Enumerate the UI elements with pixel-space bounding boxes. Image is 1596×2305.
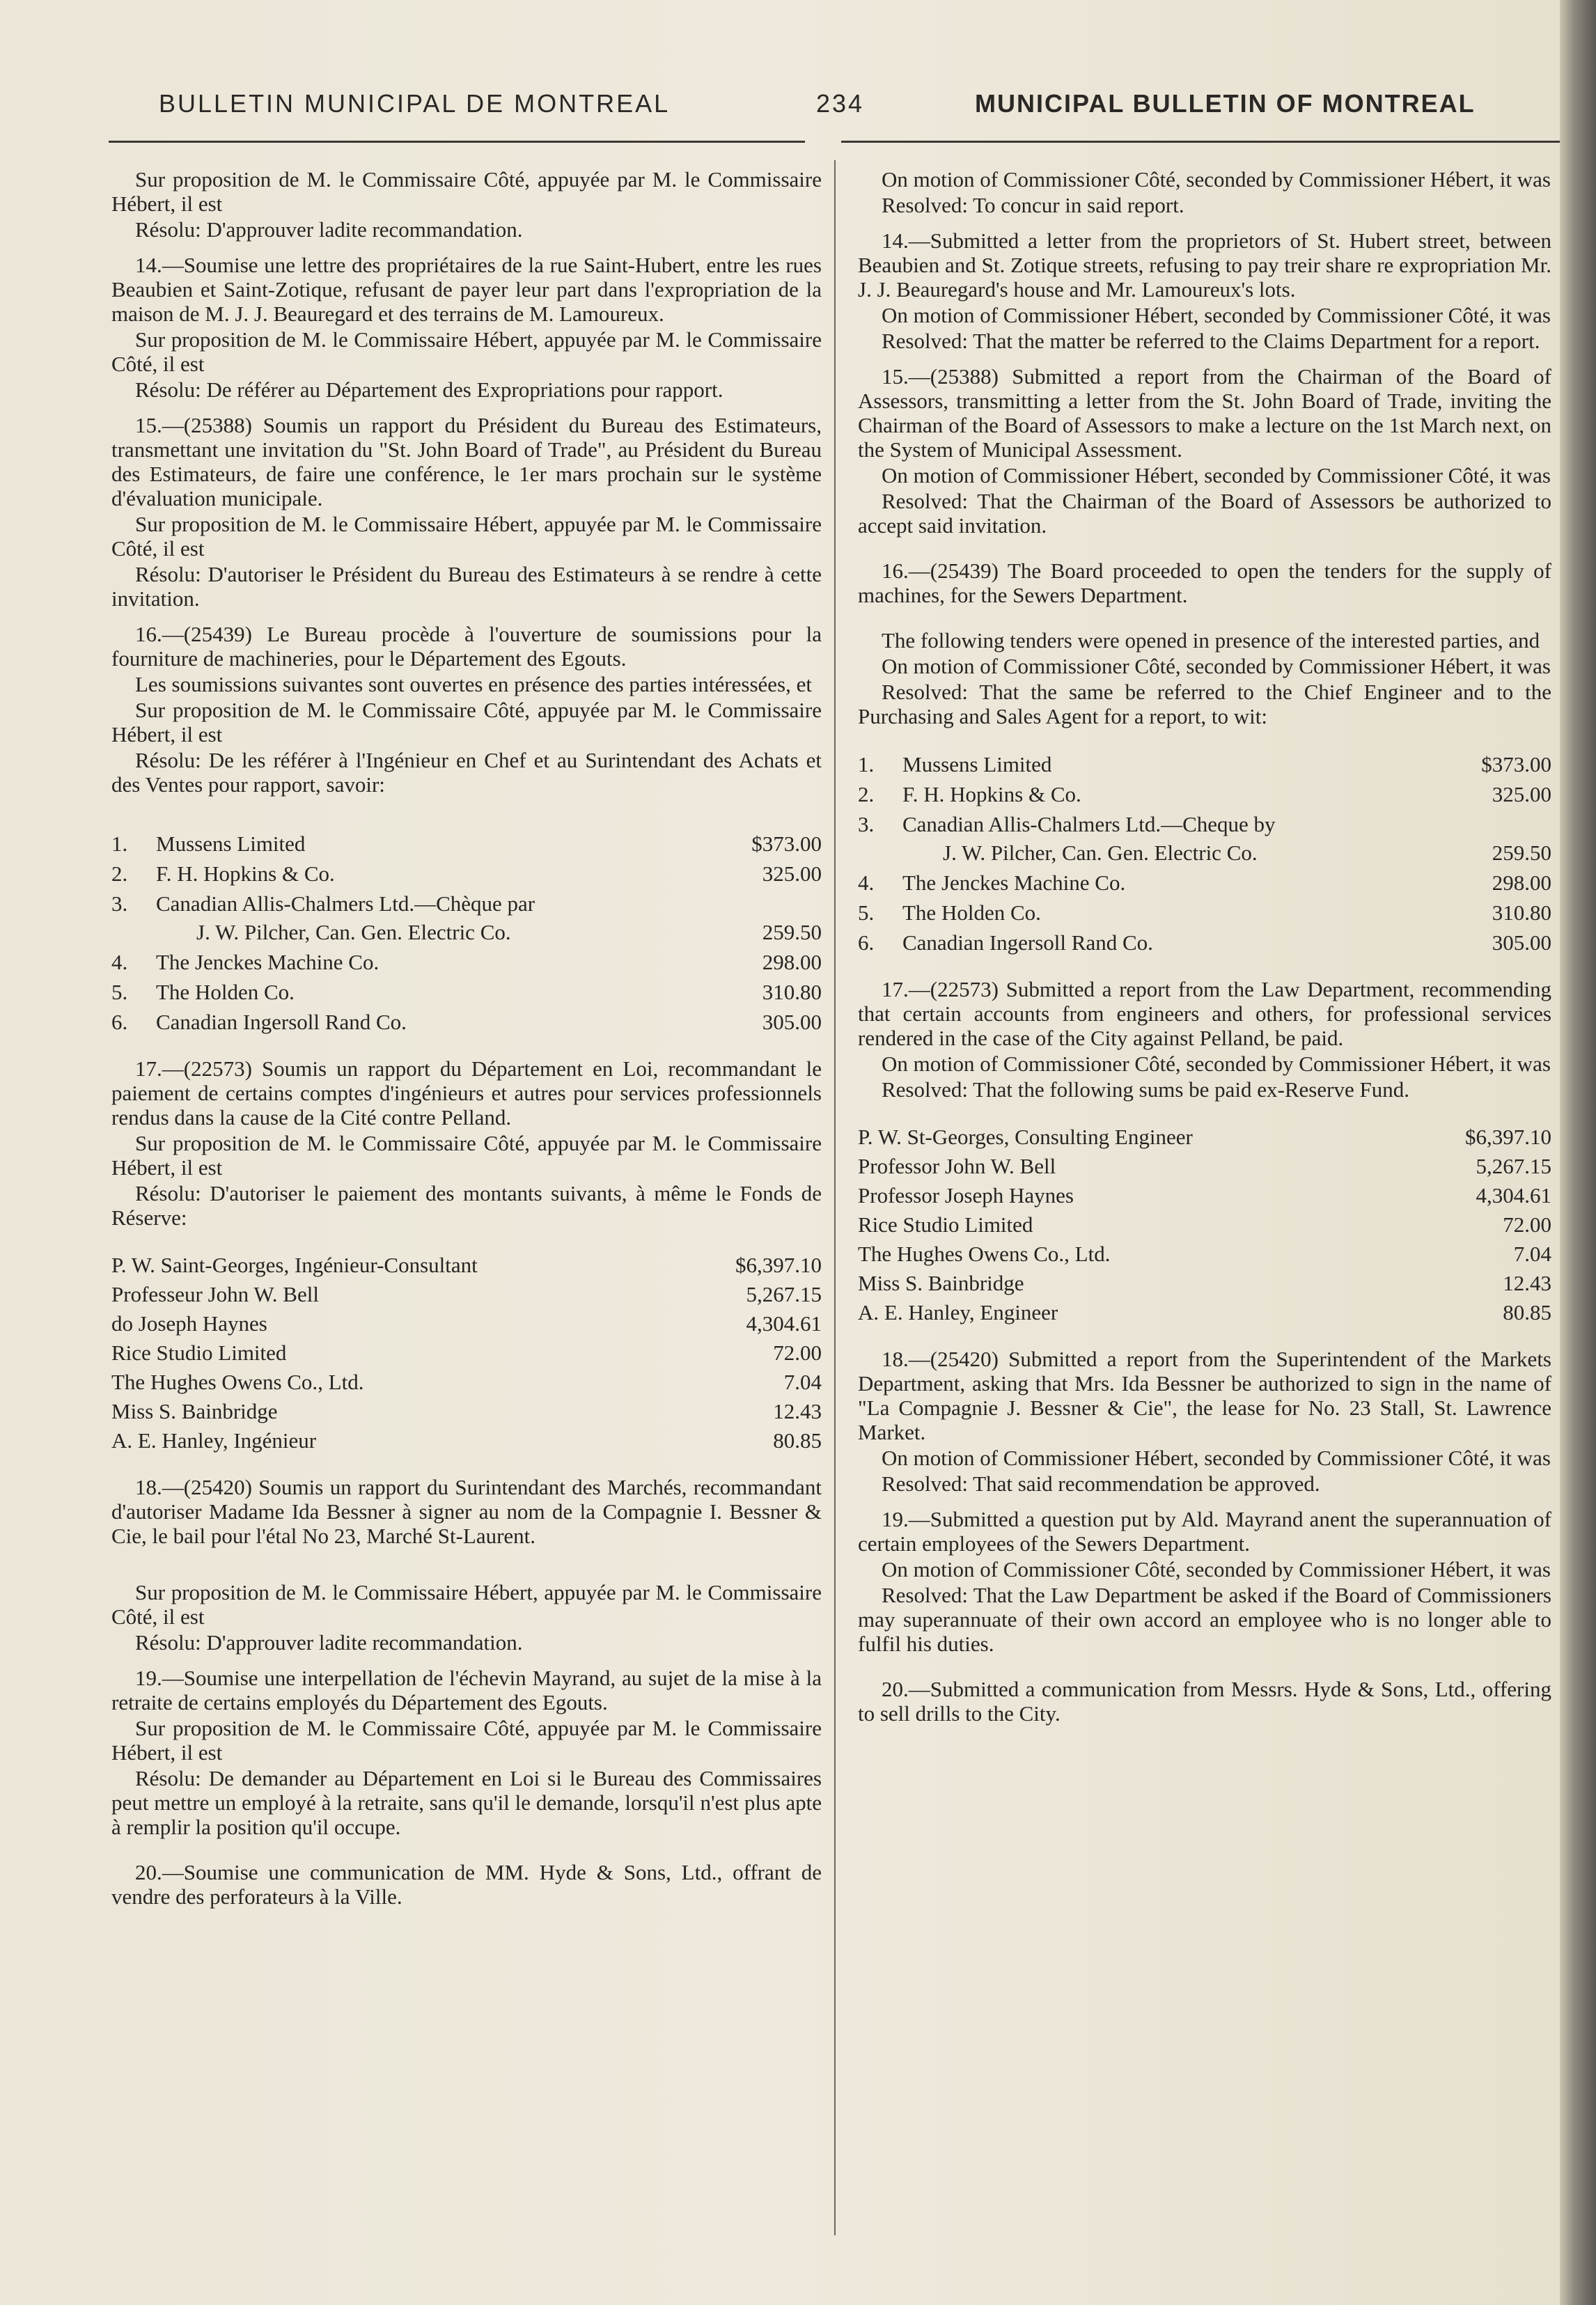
- paragraph: On motion of Commissioner Hébert, seconded by Commissioner Côté, it was: [882, 303, 1551, 327]
- table-row: 2. F. H. Hopkins & Co. 325.00: [111, 861, 822, 886]
- column-divider: [834, 160, 836, 2235]
- table-row: A. E. Hanley, Ingénieur 80.85: [111, 1428, 822, 1453]
- resolution: Resolved: That the same be referred to the Chief Engineer and to the Purchasing and Sales Agent for a report, to wit:: [858, 680, 1551, 728]
- table-row: 1. Mussens Limited $373.00: [111, 831, 822, 856]
- page-number: 234: [816, 89, 865, 118]
- header-rule-right: [841, 141, 1560, 143]
- french-column: [111, 167, 822, 1910]
- paragraph: Sur proposition de M. le Commissaire Hébert, appuyée par M. le Commissaire Côté, il est: [111, 512, 822, 561]
- resolution: Resolved: That the Law Department be asked if the Board of Commissioners may superannuate of their own accord an employee who is no longer able to fulfil his duties.: [858, 1583, 1551, 1656]
- header-left-title: BULLETIN MUNICIPAL DE MONTREAL: [159, 89, 671, 118]
- table-row: The Hughes Owens Co., Ltd. 7.04: [858, 1242, 1551, 1266]
- item-18: 18.—(25420) Submitted a report from the Superintendent of the Markets Department, asking that Mrs. Ida Bessner be authorized to sign in the name of "La Compagnie J. Bessner & Cie", the lease for No. 23 Stall, St. Lawrence Market.: [858, 1347, 1551, 1444]
- resolution: Résolu: De référer au Département des Expropriations pour rapport.: [135, 377, 723, 402]
- paragraph: On motion of Commissioner Hébert, seconded by Commissioner Côté, it was: [882, 1446, 1551, 1470]
- english-column: [858, 167, 1551, 1727]
- table-row: 4. The Jenckes Machine Co. 298.00: [111, 950, 822, 974]
- resolution: Resolved: That the matter be referred to the Claims Department for a report.: [882, 329, 1540, 353]
- item-16: 16.—(25439) Le Bureau procède à l'ouverture de soumissions pour la fourniture de machineries, pour le Département des Egouts.: [111, 622, 822, 671]
- table-row: 5. The Holden Co. 310.80: [111, 980, 822, 1004]
- item-17: 17.—(22573) Soumis un rapport du Département en Loi, recommandant le paiement de certains comptes d'ingénieurs et autres pour services professionnels rendus dans la cause de la Cité contre Pelland.: [111, 1056, 822, 1130]
- paragraph: On motion of Commissioner Côté, seconded by Commissioner Hébert, it was: [882, 654, 1551, 678]
- item-15: 15.—(25388) Soumis un rapport du Président du Bureau des Estimateurs, transmettant une invitation du "St. John Board of Trade", au Président du Bureau des Estimateurs, de faire une conférence, le 1er mars prochain sur le système d'évaluation municipale.: [111, 413, 822, 510]
- table-row: Rice Studio Limited 72.00: [111, 1341, 822, 1365]
- table-row: Rice Studio Limited 72.00: [858, 1212, 1551, 1237]
- paragraph: Sur proposition de M. le Commissaire Côté, appuyée par M. le Commissaire Hébert, il est: [111, 698, 822, 747]
- table-row: do Joseph Haynes 4,304.61: [111, 1311, 822, 1336]
- resolution: Résolu: D'autoriser le Président du Bureau des Estimateurs à se rendre à cette invitation.: [111, 562, 822, 611]
- table-row: Professor Joseph Haynes 4,304.61: [858, 1183, 1551, 1208]
- table-row: 3. Canadian Allis-Chalmers Ltd.—Cheque by J. W. Pilcher, Can. Gen. Electric Co. 259.50: [858, 812, 1551, 865]
- resolution: Résolu: D'approuver ladite recommandation.: [135, 1630, 523, 1655]
- resolution: Résolu: D'autoriser le paiement des montants suivants, à même le Fonds de Réserve:: [111, 1181, 822, 1230]
- table-row: Professeur John W. Bell 5,267.15: [111, 1282, 822, 1306]
- paragraph: Sur proposition de M. le Commissaire Côté, appuyée par M. le Commissaire Hébert, il est: [111, 1131, 822, 1180]
- resolution: Resolved: That said recommendation be approved.: [882, 1471, 1320, 1496]
- table-row: P. W. Saint-Georges, Ingénieur-Consultant $6,397.10: [111, 1253, 822, 1277]
- item-14: 14.—Soumise une lettre des propriétaires de la rue Saint-Hubert, entre les rues Beaubien et Saint-Zotique, refusant de payer leur part dans l'expropriation de la maison de M. J. J. Beauregard et des terrains de M. Lamoureux.: [111, 253, 822, 326]
- resolution: Resolved: That the following sums be paid ex-Reserve Fund.: [882, 1077, 1409, 1102]
- header-right-title: MUNICIPAL BULLETIN OF MONTREAL: [975, 89, 1476, 118]
- table-row: 1. Mussens Limited $373.00: [858, 752, 1551, 776]
- item-19: 19.—Submitted a question put by Ald. Mayrand anent the superannuation of certain employees of the Sewers Department.: [858, 1507, 1551, 1556]
- table-row: A. E. Hanley, Engineer 80.85: [858, 1300, 1551, 1325]
- paragraph: Les soumissions suivantes sont ouvertes en présence des parties intéressées, et: [135, 672, 812, 696]
- paragraph: On motion of Commissioner Côté, seconded by Commissioner Hébert, it was: [882, 1557, 1551, 1581]
- paragraph: Sur proposition de M. le Commissaire Côté, appuyée par M. le Commissaire Hébert, il est: [111, 1716, 822, 1765]
- paragraph: Sur proposition de M. le Commissaire Côté, appuyée par M. le Commissaire Hébert, il est: [111, 167, 822, 216]
- accounts-table: [858, 1123, 1551, 1327]
- header-rule-left: [109, 141, 805, 143]
- item-17: 17.—(22573) Submitted a report from the Law Department, recommending that certain accounts from engineers and others, for professional services rendered in the case of the City against Pelland, be paid.: [858, 977, 1551, 1050]
- page-header: [0, 82, 1560, 124]
- paragraph: On motion of Commissioner Côté, seconded by Commissioner Hébert, it was: [882, 167, 1551, 192]
- resolution: Résolu: De les référer à l'Ingénieur en Chef et au Surintendant des Achats et des Ventes pour rapport, savoir:: [111, 748, 822, 797]
- table-row: 4. The Jenckes Machine Co. 298.00: [858, 870, 1551, 895]
- tenders-table: [111, 829, 822, 1037]
- table-row: 6. Canadian Ingersoll Rand Co. 305.00: [111, 1010, 822, 1034]
- resolution: Resolved: That the Chairman of the Board of Assessors be authorized to accept said invitation.: [858, 489, 1551, 538]
- paragraph: Sur proposition de M. le Commissaire Hébert, appuyée par M. le Commissaire Côté, il est: [111, 1580, 822, 1629]
- item-19: 19.—Soumise une interpellation de l'échevin Mayrand, au sujet de la mise à la retraite de certains employés du Département des Egouts.: [111, 1666, 822, 1714]
- table-row: The Hughes Owens Co., Ltd. 7.04: [111, 1370, 822, 1394]
- table-row: 3. Canadian Allis-Chalmers Ltd.—Chèque par J. W. Pilcher, Can. Gen. Electric Co. 259.50: [111, 891, 822, 944]
- resolution: Résolu: De demander au Département en Loi si le Bureau des Commissaires peut mettre un employé à la retraite, sans qu'il le demande, lorsqu'il n'est plus apte à remplir la position qu'il occupe.: [111, 1766, 822, 1839]
- table-row: 6. Canadian Ingersoll Rand Co. 305.00: [858, 930, 1551, 955]
- table-row: P. W. St-Georges, Consulting Engineer $6,397.10: [858, 1125, 1551, 1149]
- paragraph: Sur proposition de M. le Commissaire Hébert, appuyée par M. le Commissaire Côté, il est: [111, 327, 822, 376]
- item-15: 15.—(25388) Submitted a report from the Chairman of the Board of Assessors, transmitting a letter from the St. John Board of Trade, inviting the Chairman of the Board of Assessors to make a lecture on the 1st March next, on the System of Municipal Assessment.: [858, 364, 1551, 462]
- item-20: 20.—Soumise une communication de MM. Hyde & Sons, Ltd., offrant de vendre des perforateurs à la Ville.: [111, 1860, 822, 1909]
- paragraph: On motion of Commissioner Côté, seconded by Commissioner Hébert, it was: [882, 1052, 1551, 1076]
- item-14: 14.—Submitted a letter from the proprietors of St. Hubert street, between Beaubien and St. Zotique streets, refusing to pay treir share re expropriation Mr. J. J. Beauregard's house and Mr. Lamoureux's lots.: [858, 228, 1551, 302]
- table-row: Miss S. Bainbridge 12.43: [111, 1399, 822, 1423]
- paragraph: On motion of Commissioner Hébert, seconded by Commissioner Côté, it was: [882, 463, 1551, 487]
- table-row: Professor John W. Bell 5,267.15: [858, 1154, 1551, 1178]
- binding-edge: [1560, 0, 1596, 2305]
- resolution: Résolu: D'approuver ladite recommandation.: [135, 217, 523, 242]
- accounts-table: [111, 1251, 822, 1455]
- table-row: 2. F. H. Hopkins & Co. 325.00: [858, 782, 1551, 806]
- item-16: 16.—(25439) The Board proceeded to open the tenders for the supply of machines, for the Sewers Department.: [858, 558, 1551, 607]
- resolution: Resolved: To concur in said report.: [882, 193, 1184, 217]
- paragraph: The following tenders were opened in presence of the interested parties, and: [882, 628, 1540, 653]
- table-row: 5. The Holden Co. 310.80: [858, 900, 1551, 925]
- item-18: 18.—(25420) Soumis un rapport du Surintendant des Marchés, recommandant d'autoriser Madame Ida Bessner à signer au nom de la Compagnie I. Bessner & Cie, le bail pour l'étal No 23, Marché St-Laurent.: [111, 1475, 822, 1548]
- tenders-table: [858, 749, 1551, 958]
- item-20: 20.—Submitted a communication from Messrs. Hyde & Sons, Ltd., offering to sell drills to the City.: [858, 1677, 1551, 1726]
- table-row: Miss S. Bainbridge 12.43: [858, 1271, 1551, 1295]
